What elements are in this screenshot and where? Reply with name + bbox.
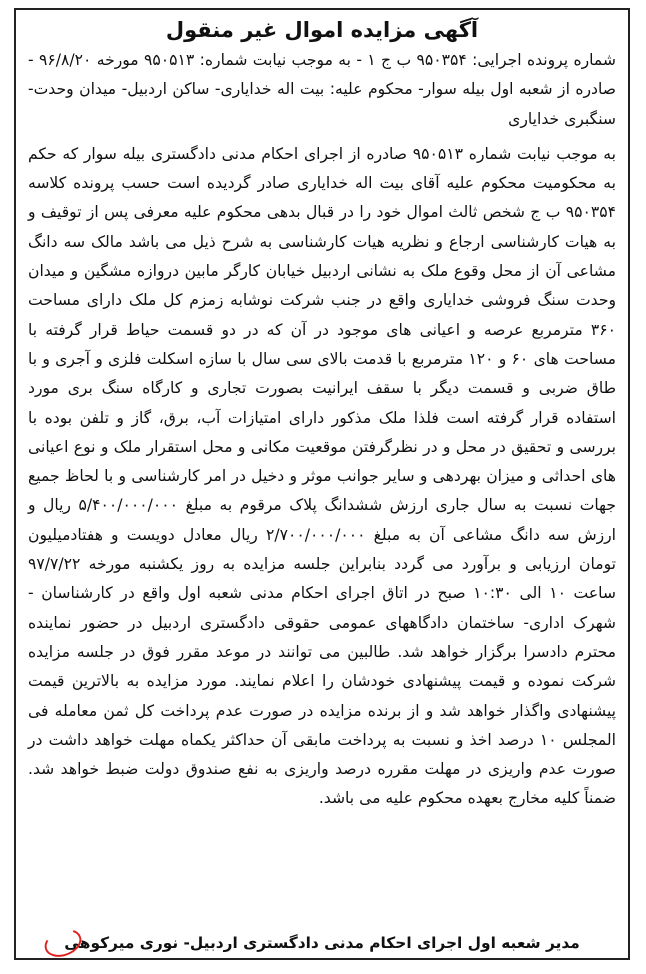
- case-header: شماره پرونده اجرایی: ۹۵۰۳۵۴ ب ج ۱ - به موجب نیابت شماره: ۹۵۰۵۱۳ مورخه ۹۶/۸/۲۰ - صادره از شعبه اول بیله سوار- محکوم علیه: بیت اله خدایاری- ساکن اردبیل- میدان وحدت- سنگبری خدایاری: [28, 51, 616, 128]
- signature-line: مدیر شعبه اول اجرای احکام مدنی دادگستری اردبیل- نوری میرکوهی: [64, 934, 580, 952]
- auction-notice: [14, 8, 630, 960]
- notice-body: به موجب نیابت شماره ۹۵۰۵۱۳ صادره از اجرای احکام مدنی دادگستری بیله سوار که حکم به محکومیت محکوم علیه آقای بیت اله خدایاری صادر گردیده است حسب پرونده کلاسه ۹۵۰۳۵۴ ب ج شخص ثالث اموال خود را در قبال بدهی محکوم علیه معرفی پس از توقیف و به هیات کارشناسی ارجاع و نظریه هیات کارشناسی به شرح ذیل می باشد مالک سه دانگ مشاعی آن از محل وقوع ملک به نشانی اردبیل خیابان کارگر مابین دروازه مشگین و میدان وحدت سنگ فروشی خدایاری واقع در جنب شرکت نوشابه زمزم کل ملک دارای مساحت ۳۶۰ مترمربع عرصه و اعیانی های موجود در آن که در دو قسمت حیاط قرار گرفته با مساحت های ۶۰ و ۱۲۰ مترمربع با قدمت بالای سی سال با سازه اسکلت فلزی و آجری و با طاق ضربی و قسمت دیگر با سقف ایرانیت بصورت تجاری و کارگاه سنگ بری مورد استفاده قرار گرفته است فلذا ملک مذکور دارای امتیازات آب، برق، گاز و تلفن بوده با بررسی و تحقیق در محل و در نظرگرفتن موقعیت مکانی و محل استقرار ملک و نوع اعیانی های احداثی و میزان بهردهی و سایر جوانب موثر و دخیل در امر کارشناسی و با لحاظ جمیع جهات نسبت به سال جاری ارزش ششدانگ پلاک مرقوم به مبلغ ۵/۴۰۰/۰۰۰/۰۰۰ ریال و ارزش سه دانگ مشاعی آن به مبلغ ۲/۷۰۰/۰۰۰/۰۰۰ ریال معادل دویست و هفتادمیلیون تومان ارزیابی و برآورد می گردد بنابراین جلسه مزایده به روز یکشنبه مورخه ۹۷/۷/۲۲ ساعت ۱۰ الی ۱۰:۳۰ صبح در اتاق اجرای احکام مدنی شعبه اول واقع در کارشناسان - شهرک اداری- ساختمان دادگاههای عمومی حقوقی دادگستری اردبیل در حضور نماینده محترم دادسرا برگزار خواهد شد. طالبین می توانند در موعد مقرر فوق در جلسه مزایده شرکت نموده و قیمت پیشنهادی خودشان را اعلام نمایند. مورد مزایده به بالاترین قیمت پیشنهادی واگذار خواهد شد و از برنده مزایده در صورت عدم پرداخت کل ثمن معامله فی المجلس ۱۰ درصد اخذ و نسبت به پرداخت مابقی آن حداکثر یکماه مهلت خواهد داشت در صورت عدم واریزی در مهلت مقرره درصد واریزی به نفع صندوق دولت ضبط خواهد شد. ضمناً کلیه مخارج بعهده محکوم علیه می باشد.: [28, 144, 617, 808]
- notice-title: آگهی مزایده اموال غیر منقول: [165, 18, 479, 42]
- handwritten-mark-icon: [41, 924, 86, 961]
